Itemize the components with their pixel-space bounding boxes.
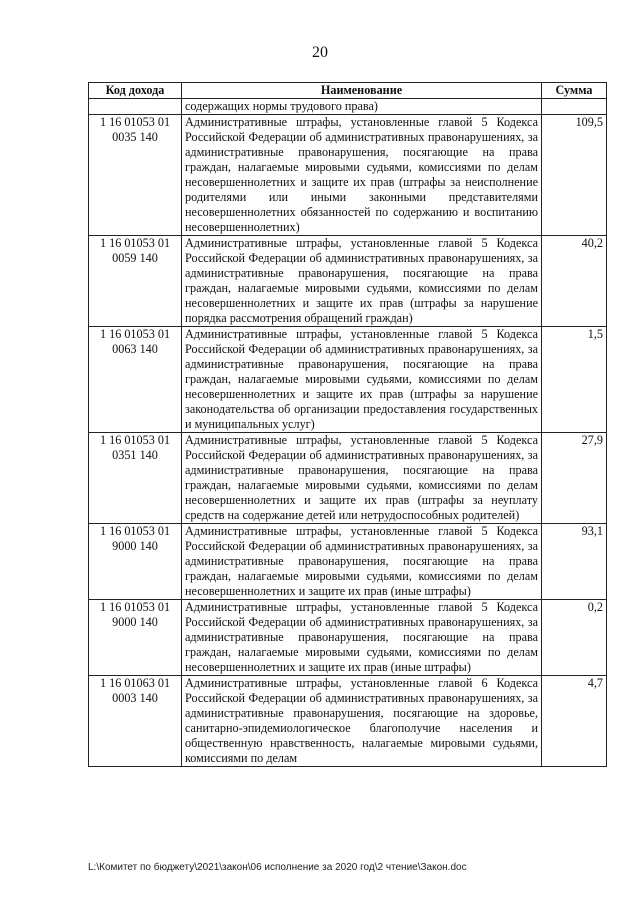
code-cell <box>89 676 182 767</box>
code-line-2: 0351 140 <box>112 448 158 462</box>
code-cell <box>89 433 182 524</box>
code-line-2: 0003 140 <box>112 691 158 705</box>
name-cell: Административные штрафы, установленные главой 5 Кодекса Российской Федерации об административных правонарушениях, за административные правонарушения, посягающие на права граждан, налагаемые мировыми судьями, комиссиями по делам несовершеннолетних и защите их прав (иные штрафы) <box>182 600 542 676</box>
code-cell <box>89 236 182 327</box>
sum-cell: 0,2 <box>542 600 607 676</box>
code-line-2: 0063 140 <box>112 342 158 356</box>
sum-cell: 40,2 <box>542 236 607 327</box>
code-cell <box>89 115 182 236</box>
table-header-row <box>89 83 607 99</box>
sum-cell: 4,7 <box>542 676 607 767</box>
sum-cell: 1,5 <box>542 327 607 433</box>
table-row <box>89 600 607 676</box>
code-line-1: 1 16 01053 01 <box>99 524 171 538</box>
name-cell: Административные штрафы, установленные главой 5 Кодекса Российской Федерации об административных правонарушениях, за административные правонарушения, посягающие на права граждан, налагаемые мировыми судьями, комиссиями по делам несовершеннолетних и защите их прав (штрафы за неуплату средств на содержание детей или нетрудоспособных родителей) <box>182 433 542 524</box>
code-line-2: 0059 140 <box>112 251 158 265</box>
name-cell: Административные штрафы, установленные главой 5 Кодекса Российской Федерации об административных правонарушениях, за административные правонарушения, посягающие на права граждан, налагаемые мировыми судьями, комиссиями по делам несовершеннолетних и защите их прав (штрафы за нарушение порядка рассмотрения обращений граждан) <box>182 236 542 327</box>
code-line-1: 1 16 01063 01 <box>99 676 171 690</box>
header-code: Код дохода <box>89 83 182 99</box>
name-cell: Административные штрафы, установленные главой 5 Кодекса Российской Федерации об административных правонарушениях, за административные правонарушения, посягающие на права граждан, налагаемые мировыми судьями, комиссиями по делам несовершеннолетних и защите их прав (штрафы за неисполнение родителями или иными законными представителями несовершеннолетних обязанностей по содержанию и воспитанию несовершеннолетних) <box>182 115 542 236</box>
sum-cell: 27,9 <box>542 433 607 524</box>
continuation-row <box>89 99 607 115</box>
code-line-1: 1 16 01053 01 <box>99 327 171 341</box>
code-line-1: 1 16 01053 01 <box>99 433 171 447</box>
continuation-sum-cell <box>542 99 607 115</box>
code-line-2: 9000 140 <box>112 615 158 629</box>
header-name: Наименование <box>182 83 542 99</box>
header-sum: Сумма <box>542 83 607 99</box>
name-cell: Административные штрафы, установленные главой 5 Кодекса Российской Федерации об административных правонарушениях, за административные правонарушения, посягающие на права граждан, налагаемые мировыми судьями, комиссиями по делам несовершеннолетних и защите их прав (штрафы за нарушение законодательства об организации предоставления государственных и муниципальных услуг) <box>182 327 542 433</box>
code-cell <box>89 327 182 433</box>
code-line-1: 1 16 01053 01 <box>99 600 171 614</box>
sum-cell: 109,5 <box>542 115 607 236</box>
continuation-name-cell: содержащих нормы трудового права) <box>182 99 542 115</box>
name-cell: Административные штрафы, установленные главой 6 Кодекса Российской Федерации об административных правонарушениях, за административные правонарушения, посягающие на здоровье, санитарно-эпидемиологическое благополучие населения и общественную нравственность, налагаемые мировыми судьями, комиссиями по делам <box>182 676 542 767</box>
table-row <box>89 524 607 600</box>
page-number: 20 <box>312 44 328 61</box>
table-row <box>89 676 607 767</box>
continuation-code-cell <box>89 99 182 115</box>
name-cell: Административные штрафы, установленные главой 5 Кодекса Российской Федерации об административных правонарушениях, за административные правонарушения, посягающие на права граждан, налагаемые мировыми судьями, комиссиями по делам несовершеннолетних и защите их прав (иные штрафы) <box>182 524 542 600</box>
sum-cell: 93,1 <box>542 524 607 600</box>
code-line-2: 0035 140 <box>112 130 158 144</box>
table-row <box>89 236 607 327</box>
revenue-table <box>88 82 607 767</box>
code-line-1: 1 16 01053 01 <box>99 115 171 129</box>
code-line-1: 1 16 01053 01 <box>99 236 171 250</box>
code-cell <box>89 600 182 676</box>
code-line-2: 9000 140 <box>112 539 158 553</box>
code-cell <box>89 524 182 600</box>
table-row <box>89 115 607 236</box>
table-row <box>89 327 607 433</box>
file-path-footer: L:\Комитет по бюджету\2021\закон\06 исполнение за 2020 год\2 чтение\Закон.doc <box>88 862 467 873</box>
table-row <box>89 433 607 524</box>
